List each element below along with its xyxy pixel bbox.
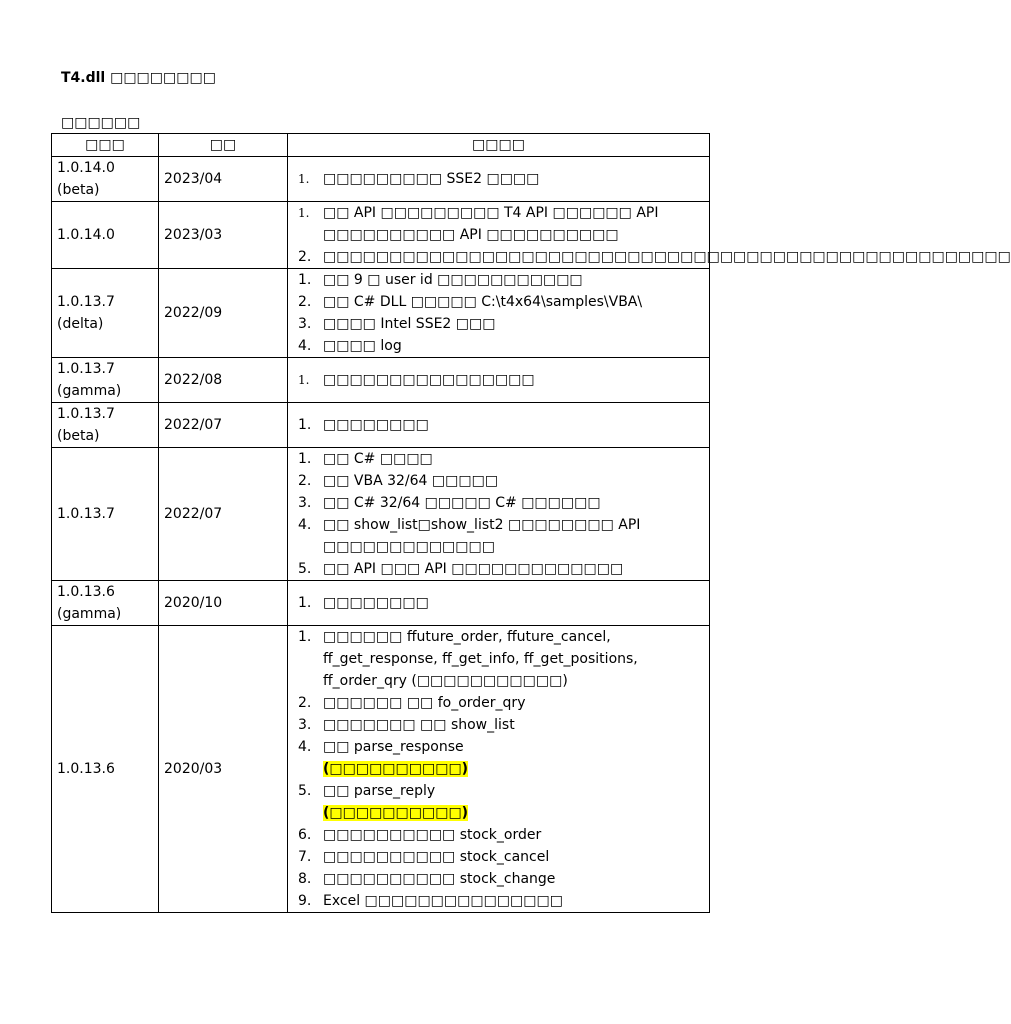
list-number: 5. xyxy=(298,783,312,799)
list-text: □□□□ log xyxy=(323,338,402,354)
table-row xyxy=(52,581,710,626)
list-item xyxy=(293,470,704,492)
list-text: □□ VBA 32/64 □□□□□ xyxy=(323,473,499,489)
list-text: □□□□□□□□□ SSE2 □□□□ xyxy=(323,171,540,187)
date-cell xyxy=(159,157,288,202)
version-text: 1.0.14.0 (beta) xyxy=(57,160,115,198)
version-cell xyxy=(52,358,159,403)
list-number: 5. xyxy=(298,561,312,577)
list-item xyxy=(293,448,704,470)
table-row xyxy=(52,269,710,358)
date-text: 2022/07 xyxy=(164,506,223,522)
list-number: 6. xyxy=(298,827,312,843)
header-version: □□□ xyxy=(52,134,159,157)
list-text: □□□□□□□□□□ stock_cancel xyxy=(323,849,550,865)
version-history-table xyxy=(51,133,1011,913)
table-row xyxy=(52,157,710,202)
list-item xyxy=(293,269,704,291)
table-row xyxy=(52,358,710,403)
list-item xyxy=(293,558,704,580)
list-item xyxy=(293,868,704,890)
description-cell xyxy=(288,448,710,581)
list-item xyxy=(293,592,704,614)
date-text: 2020/03 xyxy=(164,761,223,777)
version-cell xyxy=(52,403,159,448)
description-cell xyxy=(288,157,710,202)
description-cell xyxy=(288,358,710,403)
list-item xyxy=(293,369,704,391)
version-cell xyxy=(52,202,159,269)
table-row xyxy=(52,448,710,581)
date-cell xyxy=(159,358,288,403)
list-item xyxy=(293,780,704,824)
list-item xyxy=(293,492,704,514)
change-list xyxy=(293,592,704,614)
list-number: 9. xyxy=(298,893,312,909)
list-number: 1. xyxy=(298,172,310,186)
list-item xyxy=(293,692,704,714)
description-cell xyxy=(288,403,710,448)
list-text: □□ parse_response xyxy=(323,739,464,755)
highlighted-note: (□□□□□□□□□□) xyxy=(323,805,469,821)
list-item xyxy=(293,846,704,868)
list-number: 2. xyxy=(298,695,312,711)
list-number: 4. xyxy=(298,517,312,533)
list-number: 2. xyxy=(298,473,312,489)
date-cell xyxy=(159,448,288,581)
version-text: 1.0.13.7 (delta) xyxy=(57,294,115,332)
highlighted-note: (□□□□□□□□□□) xyxy=(323,761,469,777)
list-item xyxy=(293,714,704,736)
list-item xyxy=(293,291,704,313)
change-list xyxy=(293,414,704,436)
header-description: □□□□ xyxy=(288,134,710,157)
version-cell xyxy=(52,626,159,913)
list-number: 4. xyxy=(298,739,312,755)
change-list xyxy=(293,202,1011,268)
list-number: 3. xyxy=(298,495,312,511)
version-text: 1.0.13.7 xyxy=(57,506,115,522)
header-date: □□ xyxy=(159,134,288,157)
list-text: □□ API □□□□□□□□□ T4 API □□□□□□ API □□□□□□□□□□ API □□□□□□□□□□ xyxy=(323,205,659,243)
list-number: 1. xyxy=(298,629,312,645)
change-list xyxy=(293,269,704,357)
description-cell xyxy=(288,581,710,626)
list-item xyxy=(293,202,704,246)
date-cell xyxy=(159,403,288,448)
date-cell xyxy=(159,581,288,626)
date-text: 2022/09 xyxy=(164,305,223,321)
change-list xyxy=(293,168,704,190)
version-text: 1.0.13.7 (gamma) xyxy=(57,361,122,399)
table-row xyxy=(52,626,710,913)
table-row xyxy=(52,202,710,269)
list-text: □□ 9 □ user id □□□□□□□□□□□ xyxy=(323,272,583,288)
list-item xyxy=(293,824,704,846)
list-number: 3. xyxy=(298,316,312,332)
date-cell xyxy=(159,626,288,913)
list-number: 1. xyxy=(298,595,312,611)
date-text: 2023/03 xyxy=(164,227,223,243)
version-cell xyxy=(52,581,159,626)
version-text: 1.0.14.0 xyxy=(57,227,115,243)
list-item xyxy=(293,514,704,558)
list-text: □□□□□□□□□□□□□□□□□□□□□□□□□□□□□□□□□□□□□□□□□□□□□□□□□□□□ xyxy=(323,249,1011,265)
list-text: □□□□□□□□ xyxy=(323,417,429,433)
list-text: □□□□□□□□□□ stock_order xyxy=(323,827,542,843)
list-text: □□□□□□□□□□ stock_change xyxy=(323,871,556,887)
list-number: 7. xyxy=(298,849,312,865)
date-text: 2022/07 xyxy=(164,417,223,433)
list-text: □□ show_list□show_list2 □□□□□□□□ API □□□□□□□□□□□□□ xyxy=(323,517,641,555)
date-cell xyxy=(159,202,288,269)
list-number: 8. xyxy=(298,871,312,887)
date-text: 2022/08 xyxy=(164,372,223,388)
list-text: □□ C# DLL □□□□□ C:\t4x64\samples\VBA\ xyxy=(323,294,643,310)
list-text: □□ API □□□ API □□□□□□□□□□□□□ xyxy=(323,561,624,577)
list-number: 2. xyxy=(298,249,312,265)
list-number: 1. xyxy=(298,272,312,288)
description-cell xyxy=(288,626,710,913)
table-row xyxy=(52,403,710,448)
list-number: 3. xyxy=(298,717,312,733)
list-text: □□ C# 32/64 □□□□□ C# □□□□□□ xyxy=(323,495,601,511)
change-list xyxy=(293,369,704,391)
version-cell xyxy=(52,269,159,358)
list-number: 1. xyxy=(298,206,310,220)
list-text: Excel □□□□□□□□□□□□□□□ xyxy=(323,893,563,909)
version-text: 1.0.13.7 (beta) xyxy=(57,406,115,444)
list-text: □□□□ Intel SSE2 □□□ xyxy=(323,316,496,332)
list-item xyxy=(293,626,704,692)
change-list xyxy=(293,448,704,580)
version-text: 1.0.13.6 (gamma) xyxy=(57,584,122,622)
list-number: 4. xyxy=(298,338,312,354)
list-item xyxy=(293,246,1011,268)
description-cell xyxy=(288,269,710,358)
list-item xyxy=(293,890,704,912)
list-text: □□ parse_reply xyxy=(323,783,436,799)
section-title: □□□□□□ xyxy=(61,115,141,131)
list-text: □□□□□□□ □□ show_list xyxy=(323,717,515,733)
list-number: 1. xyxy=(298,417,312,433)
description-cell xyxy=(288,202,1011,269)
list-text: □□□□□□ □□ fo_order_qry xyxy=(323,695,526,711)
list-item xyxy=(293,736,704,780)
version-cell xyxy=(52,157,159,202)
list-number: 1. xyxy=(298,373,310,387)
list-item xyxy=(293,313,704,335)
document-title: T4.dll □□□□□□□□ xyxy=(61,70,216,86)
list-text: □□□□□□□□□□□□□□□□ xyxy=(323,372,535,388)
change-list xyxy=(293,626,704,912)
list-text: □□□□□□□□ xyxy=(323,595,429,611)
list-text: □□ C# □□□□ xyxy=(323,451,433,467)
version-cell xyxy=(52,448,159,581)
version-text: 1.0.13.6 xyxy=(57,761,115,777)
date-text: 2020/10 xyxy=(164,595,223,611)
date-text: 2023/04 xyxy=(164,171,223,187)
list-item xyxy=(293,335,704,357)
list-item xyxy=(293,168,704,190)
list-number: 1. xyxy=(298,451,312,467)
list-text: □□□□□□ ffuture_order, ffuture_cancel, ff_get_response, ff_get_info, ff_get_positions, ff_order_qry (□□□□□□□□□□□) xyxy=(323,629,638,689)
date-cell xyxy=(159,269,288,358)
list-item xyxy=(293,414,704,436)
list-number: 2. xyxy=(298,294,312,310)
table-header-row xyxy=(52,134,710,157)
